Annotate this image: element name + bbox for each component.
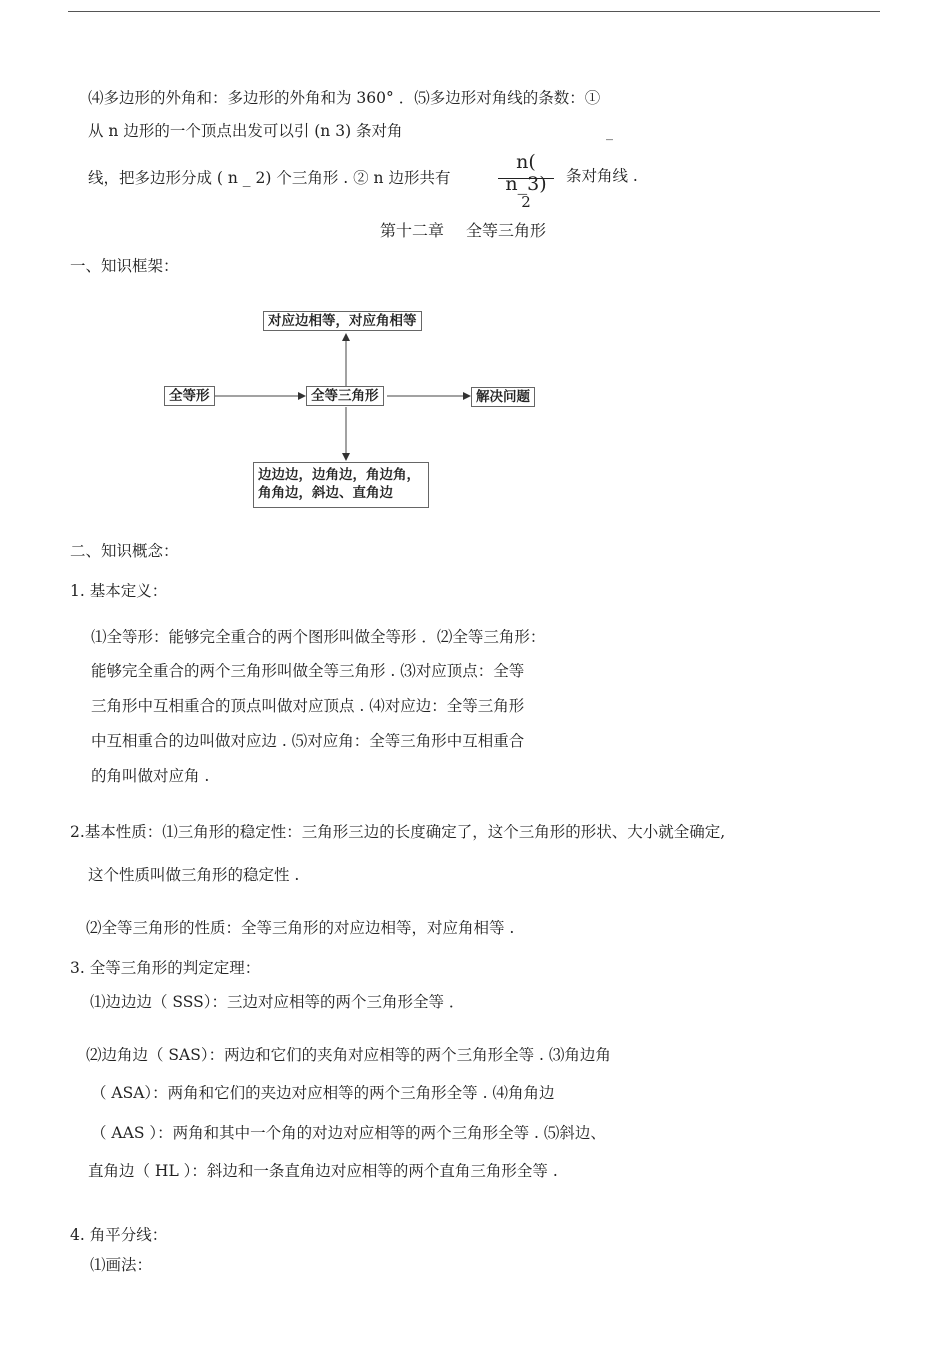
box-congruent-triangle: 全等三角形: [306, 386, 384, 406]
framework-heading: 一、知识框架：: [70, 257, 179, 275]
polygon-diagonal-line: 从 n 边形的一个顶点出发可以引 (n 3) 条对角: [88, 122, 403, 140]
chapter-name: 全等三角形: [466, 221, 547, 240]
definition-line-5: 的角叫做对应角 .: [91, 767, 210, 785]
minus-mark: _: [606, 125, 613, 141]
theorem-asa: （ ASA）：两角和它们的夹边对应相等的两个三角形全等 . ⑷角角边: [91, 1084, 555, 1102]
theorem-sas: ⑵边角边（ SAS）：两边和它们的夹角对应相等的两个三角形全等 . ⑶角边角: [86, 1046, 611, 1064]
box-congruent-figure: 全等形: [164, 386, 215, 406]
definition-line-4: 中互相重合的边叫做对应边 . ⑸对应角：全等三角形中互相重合: [91, 732, 525, 750]
fraction-denominator: 2: [521, 193, 531, 211]
definition-line-3: 三角形中互相重合的顶点叫做对应顶点 . ⑷对应边：全等三角形: [91, 697, 525, 715]
basic-property-line-1: 2.基本性质：⑴三角形的稳定性：三角形三边的长度确定了，这个三角形的形状、大小就全确定,: [70, 823, 726, 841]
box-correspondence: 对应边相等，对应角相等: [263, 311, 422, 331]
diagonal-count-suffix: 条对角线 .: [566, 167, 638, 185]
basic-property-line-2: 这个性质叫做三角形的稳定性 .: [88, 866, 300, 884]
definition-line-1: ⑴全等形：能够完全重合的两个图形叫做全等形 ．⑵全等三角形：: [91, 628, 546, 646]
fraction-numerator: n( n_3): [505, 151, 547, 195]
box-solve-problems: 解决问题: [471, 387, 535, 407]
polygon-triangles-line: 线，把多边形分成 ( n _ 2) 个三角形 . ② n 边形共有: [88, 169, 451, 187]
basic-definition-title: 1. 基本定义：: [70, 582, 168, 600]
concepts-heading: 二、知识概念：: [70, 542, 179, 560]
basic-property-line-3: ⑵全等三角形的性质：全等三角形的对应边相等，对应角相等 .: [86, 919, 515, 937]
theorem-sss: ⑴边边边（ SSS）：三边对应相等的两个三角形全等 ．: [90, 993, 465, 1011]
chapter-number: 第十二章: [380, 221, 445, 240]
criteria-line-1: 边边边，边角边，角边角，: [258, 467, 420, 483]
definition-line-2: 能够完全重合的两个三角形叫做全等三角形 . ⑶对应顶点：全等: [91, 662, 525, 680]
angle-bisector-method: ⑴画法：: [90, 1256, 153, 1274]
theorem-aas: （ AAS ）：两角和其中一个角的对边对应相等的两个三角形全等 . ⑸斜边、: [91, 1124, 606, 1142]
polygon-exterior-angle-line: ⑷多边形的外角和：多边形的外角和为 360° ．⑸多边形对角线的条数：①: [88, 89, 601, 107]
criteria-theorem-title: 3. 全等三角形的判定定理：: [70, 959, 261, 977]
box-criteria: [253, 462, 429, 508]
angle-bisector-title: 4. 角平分线：: [70, 1226, 168, 1244]
theorem-hl: 直角边（ HL ）：斜边和一条直角边对应相等的两个直角三角形全等 .: [88, 1162, 558, 1180]
criteria-line-2: 角角边，斜边、直角边: [258, 485, 393, 501]
